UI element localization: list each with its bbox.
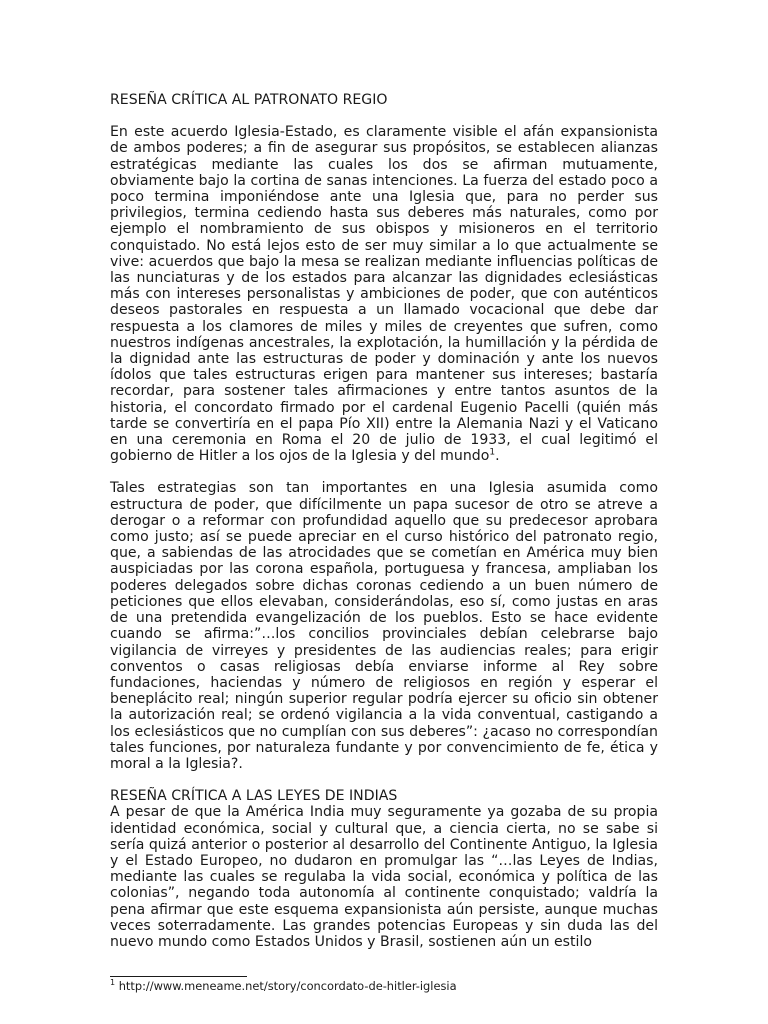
document-body <box>110 92 658 950</box>
paragraph-2: Tales estrategias son tan importantes en una Iglesia asumida como estructura de poder, que difícilmente un papa sucesor de otro se atreve a derogar o a reformar con profundidad aquello que su predecesor aprobara como justo; así se puede apreciar en el curso histórico del patronato regio, que, a sabiendas de las atrocidades que se cometían en América muy bien auspiciadas por las corona española, portuguesa y francesa, ampliaban los poderes delegados sobre dichas coronas cediendo a un buen número de peticiones que ellos elevaban, considerándolas, eso sí, como justas en aras de una pretendida evangelización de los pueblos. Esto se hace evidente cuando se afirma:”…los concilios provinciales debían celebrarse bajo vigilancia de virreyes y presidentes de las audiencias reales; para erigir conventos o casas religiosas debía enviarse informe al Rey sobre fundaciones, haciendas y número de religiosos en región y esperar el beneplácito real; ningún superior regular podría ejercer su oficio sin obtener la autorización real; se ordenó vigilancia a la vida conventual, castigando a los eclesiásticos que no cumplían con sus deberes”: ¿acaso no correspondían tales funciones, por naturaleza fundante y por convencimiento de fe, ética y moral a la Iglesia?. <box>110 480 658 772</box>
paragraph-1-end: . <box>495 448 500 465</box>
paragraph-1-text: En este acuerdo Iglesia-Estado, es claramente visible el afán expansionista de ambos poderes; a fin de asegurar sus propósitos, se establecen alianzas estratégicas mediante las cuales los dos se afirman mutuamente, obviamente bajo la cortina de sanas intenciones. La fuerza del estado poco a poco termina imponiéndose ante una Iglesia que, para no perder sus privilegios, termina cediendo hasta sus deberes más naturales, como por ejemplo el nombramiento de sus obispos y misioneros en el territorio conquistado. No está lejos esto de ser muy similar a lo que actualmente se vive: acuerdos que bajo la mesa se realizan mediante influencias políticas de las nunciaturas y de los estados para alcanzar las dignidades eclesiásticas más con intereses personalistas y ambiciones de poder, que con auténticos deseos pastorales en respuesta a un llamado vocacional que debe dar respuesta a los clamores de miles y miles de creyentes que sufren, como nuestros indígenas ancestrales, la explotación, la humillación y la pérdida de la dignidad ante las estructuras de poder y dominación y ante los nuevos ídolos que tales estructuras erigen para mantener sus intereses; bastaría recordar, para sostener tales afirmaciones y entre tantos asuntos de la historia, el concordato firmado por el cardenal Eugenio Pacelli (quién más tarde se convertiría en el papa Pío XII) entre la Alemania Nazi y el Vaticano en una ceremonia en Roma el 20 de julio de 1933, el cual legitimó el gobierno de Hitler a los ojos de la Iglesia y del mundo <box>110 124 658 465</box>
section-heading-patronato: RESEÑA CRÍTICA AL PATRONATO REGIO <box>110 92 388 108</box>
section-heading-leyes-indias: RESEÑA CRÍTICA A LAS LEYES DE INDIAS <box>110 788 398 805</box>
footnote <box>110 979 457 993</box>
footnote-separator <box>110 976 247 977</box>
paragraph-3: A pesar de que la América India muy seguramente ya gozaba de su propia identidad económica, social y cultural que, a ciencia cierta, no se sabe si sería quizá anterior o posterior al desarrollo del Continente Antiguo, la Iglesia y el Estado Europeo, no dudaron en promulgar las “…las Leyes de Indias, mediante las cuales se regulaba la vida social, económica y política de las colonias”, negando toda autonomía al continente conquistado; valdría la pena afirmar que este esquema expansionista aún persiste, aunque muchas veces soterradamente. Las grandes potencias Europeas y sin duda las del nuevo mundo como Estados Unidos y Brasil, sostienen aún un estilo <box>110 804 658 950</box>
footnote-reference[interactable]: 1 <box>489 447 496 458</box>
footnote-mark: 1 <box>110 978 116 988</box>
footnote-link[interactable]: http://www.meneame.net/story/concordato-de-hitler-iglesia <box>115 979 457 993</box>
paragraph-1 <box>110 124 658 464</box>
